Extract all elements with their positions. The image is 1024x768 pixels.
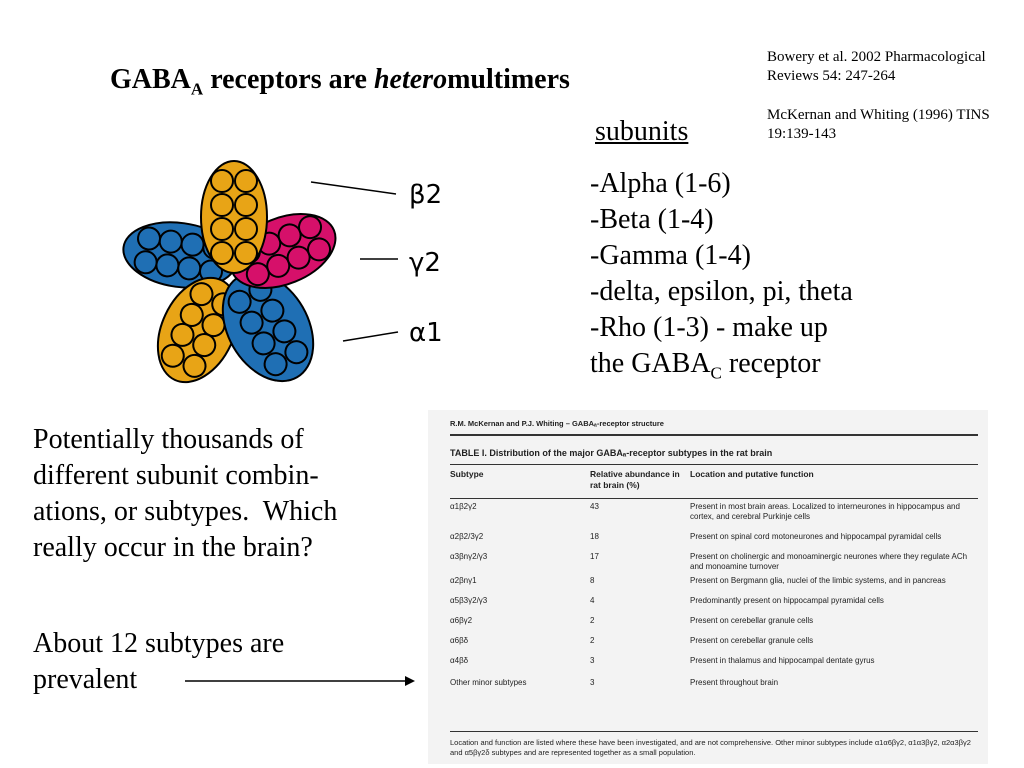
column-subtype: Subtype	[450, 469, 484, 479]
subunit-domain-circle	[211, 170, 233, 192]
subunit-item: -Gamma (1-4)	[590, 240, 751, 271]
subunit-item: -Alpha (1-6)	[590, 168, 731, 199]
paragraph-line: Potentially thousands of	[33, 424, 304, 455]
table-cell-abundance: 43	[590, 502, 599, 511]
column-abundance: Relative abundance in rat brain (%)	[590, 469, 680, 490]
table-cell-subtype: Other minor subtypes	[450, 678, 527, 687]
column-location: Location and putative function	[690, 469, 814, 479]
label-gamma2: γ2	[409, 248, 441, 278]
label-alpha1: α1	[409, 318, 443, 348]
table-footnote: Location and function are listed where these have been investigated, and are not comprehensive. Other minor subtypes include α1α6βγ2, α1α3βγ2, α2α3βγ2 and α5βγ2δ subtypes and are represented together as a small population.	[450, 738, 971, 757]
table-rule-bottom	[450, 731, 978, 732]
subunit-item: -delta, epsilon, pi, theta	[590, 276, 853, 307]
table-cell-location: Present throughout brain	[690, 678, 779, 687]
table-cell-location: Present on cerebellar granule cells	[690, 636, 814, 645]
table-cell-location: Predominantly present on hippocampal pyramidal cells	[690, 596, 884, 605]
paragraph-line: ations, or subtypes. Which	[33, 496, 338, 527]
paragraph-line: About 12 subtypes are	[33, 628, 285, 659]
receptor-diagram	[118, 155, 458, 390]
table-running-header: R.M. McKernan and P.J. Whiting – GABAₐ-receptor structure	[450, 419, 664, 428]
table-cell-subtype: α3βnγ2/γ3	[450, 552, 488, 561]
subunit-domain-circle	[235, 218, 257, 240]
reference-mckernan: McKernan and Whiting (1996) TINS 19:139-143	[767, 107, 990, 142]
subunit-gold-top	[201, 161, 267, 273]
table-rule-head-top	[450, 464, 978, 465]
table-cell-subtype: α1β2γ2	[450, 502, 477, 511]
subunit-list	[590, 166, 853, 392]
pointer-arrow-icon	[185, 672, 420, 692]
subunit-last-line	[590, 346, 853, 392]
gaba-c-subscript: C	[710, 363, 722, 383]
slide-title	[110, 64, 570, 100]
table-cell-abundance: 2	[590, 616, 595, 625]
table-cell-abundance: 4	[590, 596, 595, 605]
title-suffix: multimers	[447, 64, 570, 95]
table-cell-subtype: α6βδ	[450, 636, 469, 645]
table-cell-abundance: 3	[590, 656, 595, 665]
table-cell-abundance: 2	[590, 636, 595, 645]
subunit-domain-circle	[211, 218, 233, 240]
subunit-domain-circle	[235, 194, 257, 216]
title-subscript: A	[190, 79, 204, 99]
table-rule-top	[450, 434, 978, 436]
paragraph-line: really occur in the brain?	[33, 532, 313, 563]
table-cell-subtype: α4βδ	[450, 656, 469, 665]
label-line-alpha	[343, 332, 398, 341]
table-rule-head-bottom	[450, 498, 978, 499]
label-line-beta	[311, 182, 396, 194]
table-cell-abundance: 18	[590, 532, 599, 541]
table-cell-subtype: α6βγ2	[450, 616, 473, 625]
title-italic: hetero	[373, 64, 448, 95]
title-prefix: GABA	[110, 64, 191, 95]
table-cell-abundance: 8	[590, 576, 595, 585]
subunit-item: -Beta (1-4)	[590, 204, 714, 235]
table-cell-subtype: α2β2/3γ2	[450, 532, 484, 541]
subunits-heading: subunits	[595, 116, 689, 147]
gaba-c-suffix: receptor	[721, 348, 821, 379]
table-cell-location: Present in most brain areas. Localized to interneurones in hippocampus and cortex, and cerebral Purkinje cells	[690, 502, 960, 521]
subtype-table-scan	[428, 410, 988, 764]
table-cell-location: Present on cholinergic and monoaminergic neurones where they regulate ACh and monoamine turnover	[690, 552, 968, 571]
table-cell-location: Present in thalamus and hippocampal dentate gyrus	[690, 656, 875, 665]
table-cell-location: Present on cerebellar granule cells	[690, 616, 814, 625]
subunit-domain-circle	[211, 242, 233, 264]
title-middle: receptors are	[203, 64, 374, 95]
table-cell-subtype: α5β3γ2/γ3	[450, 596, 488, 605]
paragraph-combinations	[33, 422, 413, 566]
paragraph-line: different subunit combin-	[33, 460, 319, 491]
references	[767, 48, 1012, 144]
subunit-domain-circle	[211, 194, 233, 216]
paragraph-line: prevalent	[33, 664, 138, 695]
label-beta2: β2	[409, 180, 443, 210]
subunit-domain-circle	[235, 242, 257, 264]
table-cell-abundance: 17	[590, 552, 599, 561]
table-cell-abundance: 3	[590, 678, 595, 687]
subunit-item: -Rho (1-3) - make up	[590, 312, 828, 343]
table-title: TABLE I. Distribution of the major GABAₐ-receptor subtypes in the rat brain	[450, 448, 773, 458]
gaba-c-prefix: the GABA	[590, 348, 711, 379]
reference-bowery: Bowery et al. 2002 Pharmacological Reviews 54: 247-264	[767, 49, 986, 84]
subunit-domain-circle	[235, 170, 257, 192]
table-cell-location: Present on spinal cord motoneurones and hippocampal pyramidal cells	[690, 532, 942, 541]
table-cell-subtype: α2βnγ1	[450, 576, 477, 585]
table-cell-location: Present on Bergmann glia, nuclei of the limbic systems, and in pancreas	[690, 576, 946, 585]
